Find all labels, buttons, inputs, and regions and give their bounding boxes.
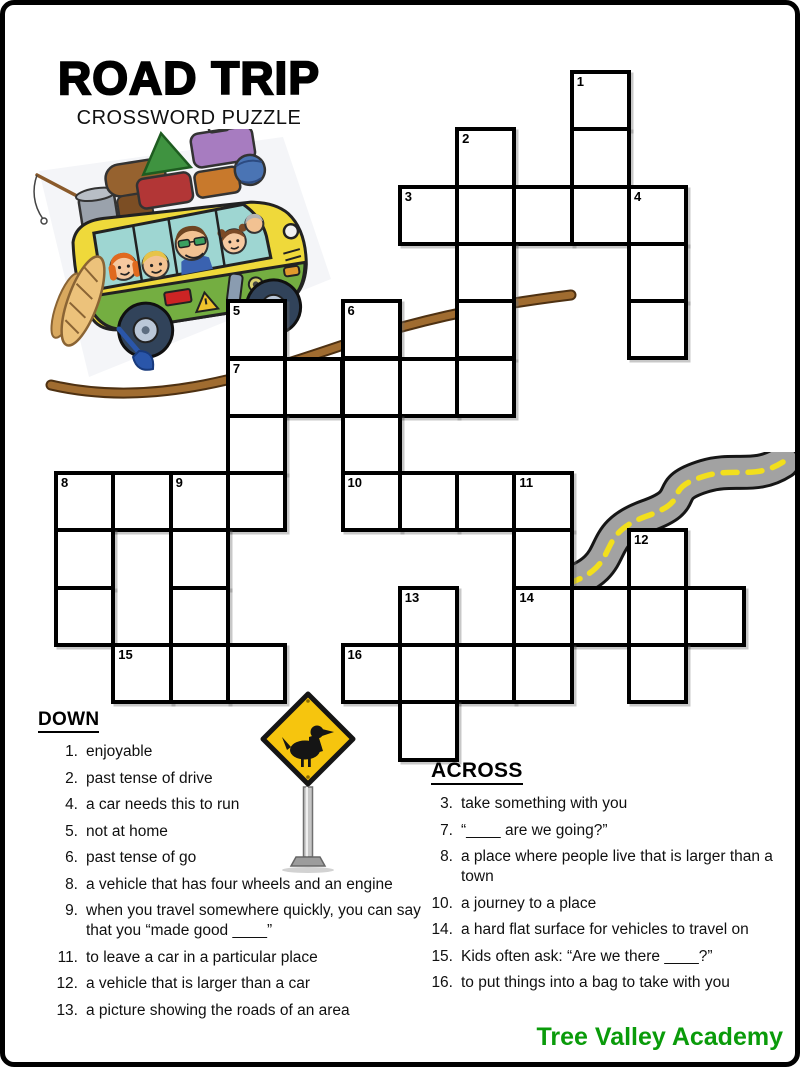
- clue-item-down-12: [38, 974, 430, 994]
- cell-number: 2: [462, 131, 470, 147]
- clue-text: past tense of go: [86, 849, 197, 866]
- cell-number: 1: [576, 74, 584, 89]
- clue-number: 15.: [431, 947, 453, 965]
- clue-item-across-7: [417, 821, 800, 841]
- grid-cell[interactable]: [455, 127, 516, 188]
- grid-cell[interactable]: [111, 471, 172, 532]
- page-subtitle: CROSSWORD PUZZLE: [76, 107, 302, 129]
- clue-item-down-5: [38, 822, 430, 842]
- grid-cell[interactable]: [570, 127, 631, 188]
- clue-text: a vehicle that is larger than a car: [86, 975, 311, 992]
- clue-text: when you travel somewhere quickly, you can say that you “made good ____”: [86, 902, 421, 939]
- grid-cell[interactable]: [283, 357, 344, 418]
- down-heading: DOWN: [38, 709, 99, 733]
- cell-number: 5: [232, 303, 241, 319]
- cell-number: 11: [519, 475, 534, 491]
- cell-number: 15: [118, 647, 133, 662]
- clue-number: 9.: [65, 902, 78, 919]
- grid-cell[interactable]: [627, 586, 688, 647]
- clue-text: a place where people live that is larger than a town: [461, 848, 773, 885]
- clue-item-across-10: [417, 894, 800, 914]
- clue-number: 2.: [65, 769, 78, 787]
- clue-text: a journey to a place: [461, 894, 597, 912]
- grid-cell[interactable]: [512, 471, 573, 532]
- clue-number: 8.: [440, 848, 453, 865]
- grid-cell[interactable]: [341, 471, 402, 532]
- cell-number: 8: [61, 475, 69, 491]
- grid-cell[interactable]: [111, 643, 172, 704]
- clue-number: 8.: [65, 875, 78, 893]
- clue-text: enjoyable: [86, 743, 153, 760]
- grid-cell[interactable]: [627, 299, 688, 360]
- clue-text: a hard flat surface for vehicles to travel on: [461, 921, 749, 938]
- grid-cell[interactable]: [627, 528, 688, 589]
- grid-cell[interactable]: [512, 528, 573, 589]
- header: [33, 52, 345, 130]
- grid-cell[interactable]: [627, 185, 688, 246]
- cell-number: 9: [175, 475, 183, 491]
- clue-number: 10.: [431, 894, 453, 912]
- across-clues-section: [417, 759, 800, 1000]
- clue-item-across-14: [417, 920, 800, 940]
- grid-cell[interactable]: [226, 299, 287, 360]
- cell-number: 14: [519, 589, 534, 605]
- page-title: ROAD TRIP: [58, 52, 320, 104]
- clue-item-down-9: [38, 901, 430, 941]
- grid-cell[interactable]: [54, 528, 115, 589]
- grid-cell[interactable]: [398, 185, 459, 246]
- grid-cell[interactable]: [455, 299, 516, 360]
- clue-number: 4.: [65, 796, 78, 813]
- grid-cell[interactable]: [341, 299, 402, 360]
- cell-number: 6: [347, 303, 355, 319]
- clue-number: 3.: [440, 795, 453, 812]
- cell-number: 10: [347, 475, 362, 491]
- cell-number: 7: [232, 360, 241, 376]
- grid-cell[interactable]: [455, 357, 516, 418]
- clue-item-across-8: [417, 847, 800, 887]
- grid-cell[interactable]: [627, 643, 688, 704]
- grid-cell[interactable]: [627, 242, 688, 303]
- grid-cell[interactable]: [341, 414, 402, 475]
- clue-text: a car needs this to run: [86, 796, 240, 813]
- across-clue-list: [417, 794, 800, 993]
- clue-number: 12.: [56, 975, 78, 992]
- grid-cell[interactable]: [512, 643, 573, 704]
- grid-cell[interactable]: [570, 586, 631, 647]
- grid-cell[interactable]: [341, 643, 402, 704]
- grid-cell[interactable]: [169, 528, 230, 589]
- clue-item-down-1: [38, 742, 430, 762]
- clue-item-down-2: [38, 769, 430, 789]
- clue-item-down-11: [38, 948, 430, 968]
- cell-number: 4: [634, 188, 642, 204]
- grid-cell[interactable]: [455, 643, 516, 704]
- clue-number: 1.: [65, 743, 78, 760]
- clue-text: a vehicle that has four wheels and an engine: [86, 875, 393, 893]
- cell-number: 3: [404, 188, 413, 204]
- clue-item-across-15: [417, 947, 800, 967]
- clue-text: to put things into a bag to take with you: [461, 974, 730, 991]
- clue-text: a picture showing the roads of an area: [86, 1001, 350, 1019]
- clue-text: past tense of drive: [86, 769, 213, 787]
- clue-number: 14.: [431, 921, 453, 938]
- grid-cell[interactable]: [570, 185, 631, 246]
- clue-item-down-13: [38, 1001, 430, 1021]
- clue-item-down-8: [38, 875, 430, 895]
- clue-text: “____ are we going?”: [461, 821, 608, 839]
- down-clues-section: [38, 709, 430, 1027]
- clue-item-down-6: [38, 848, 430, 868]
- clue-text: to leave a car in a particular place: [86, 948, 318, 966]
- site-name: Tree Valley Academy: [536, 1023, 783, 1051]
- grid-cell[interactable]: [169, 643, 230, 704]
- cell-number: 12: [634, 532, 649, 548]
- clue-number: 13.: [56, 1001, 78, 1019]
- clue-number: 16.: [431, 974, 453, 991]
- grid-cell[interactable]: [684, 586, 745, 647]
- grid-cell[interactable]: [512, 586, 573, 647]
- grid-cell[interactable]: [512, 185, 573, 246]
- grid-cell[interactable]: [226, 357, 287, 418]
- clue-text: Kids often ask: “Are we there ____?”: [461, 947, 713, 965]
- clue-item-down-4: [38, 795, 430, 815]
- clue-number: 11.: [57, 948, 78, 966]
- cell-number: 16: [347, 647, 362, 662]
- grid-cell[interactable]: [455, 471, 516, 532]
- clue-number: 5.: [65, 822, 78, 840]
- clue-number: 6.: [65, 849, 78, 866]
- clue-item-across-3: [417, 794, 800, 814]
- grid-cell[interactable]: [226, 643, 287, 704]
- grid-cell[interactable]: [169, 471, 230, 532]
- grid-cell[interactable]: [398, 643, 459, 704]
- across-heading: ACROSS: [431, 759, 523, 785]
- grid-cell[interactable]: [398, 471, 459, 532]
- cell-number: 13: [404, 589, 420, 605]
- clue-item-across-16: [417, 973, 800, 993]
- grid-cell[interactable]: [54, 471, 115, 532]
- grid-cell[interactable]: [570, 70, 631, 131]
- clue-text: not at home: [86, 822, 168, 840]
- clue-text: take something with you: [461, 795, 628, 812]
- grid-cell[interactable]: [398, 586, 459, 647]
- grid-cell[interactable]: [341, 357, 402, 418]
- grid-cell[interactable]: [54, 586, 115, 647]
- grid-cell[interactable]: [169, 586, 230, 647]
- down-clue-list: [38, 742, 430, 1021]
- grid-cell[interactable]: [398, 357, 459, 418]
- grid-cell[interactable]: [455, 185, 516, 246]
- grid-cell[interactable]: [226, 471, 287, 532]
- grid-cell[interactable]: [455, 242, 516, 303]
- clue-number: 7.: [440, 821, 453, 839]
- grid-cell[interactable]: [226, 414, 287, 475]
